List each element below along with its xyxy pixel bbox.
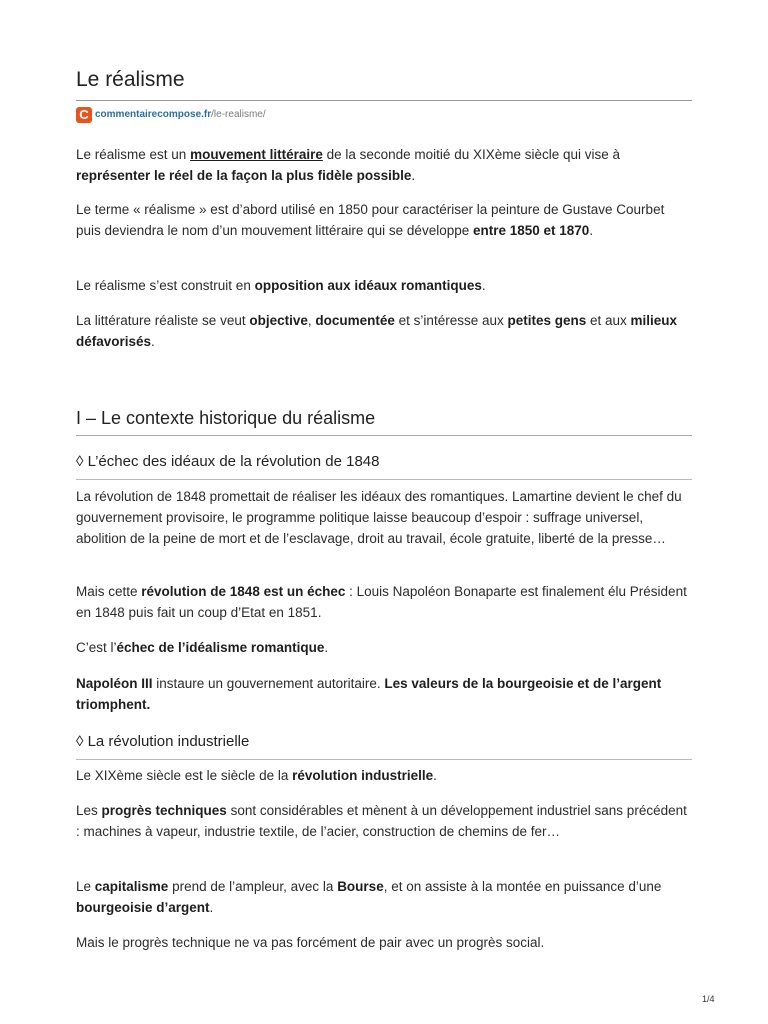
subsection-divider xyxy=(76,759,692,760)
source-domain-link[interactable]: commentairecompose.fr xyxy=(95,109,212,120)
paragraph-capitalisme: Le capitalisme prend de l’ampleur, avec la Bourse, et on assiste à la montée en puissance d’une bourgeoisie d’argent. xyxy=(76,879,662,915)
paragraph-napoleon: Napoléon III instaure un gouvernement autoritaire. Les valeurs de la bourgeoisie et de l’argent triomphent. xyxy=(76,676,662,712)
paragraph-progres-social: Mais le progrès technique ne va pas forcément de pair avec un progrès social. xyxy=(76,935,545,950)
source-line xyxy=(76,107,266,123)
subsection-heading-1848: ◊ L’échec des idéaux de la révolution de 1848 xyxy=(76,453,380,470)
link-mouvement-litteraire[interactable]: mouvement littéraire xyxy=(190,147,323,162)
intro-paragraph-2: Le terme « réalisme » est d’abord utilisé en 1850 pour caractériser la peinture de Gustave Courbet puis deviendra le nom d’un mouvement littéraire qui se développe entre 1850 et 1870. xyxy=(76,202,665,238)
intro-paragraph-3: Le réalisme s’est construit en opposition aux idéaux romantiques. xyxy=(76,278,486,293)
site-logo-icon: C xyxy=(76,107,92,123)
section-divider xyxy=(76,435,692,436)
paragraph-revolution-1848: La révolution de 1848 promettait de réaliser les idéaux des romantiques. Lamartine devient le chef du gouvernement provisoire, le programme politique laisse beaucoup d’espoir : suffrage universel, abolition de la peine de mort et de l’esclavage, droit au travail, école gratuite, liberté de la presse… xyxy=(76,489,682,546)
subsection-heading-industrielle: ◊ La révolution industrielle xyxy=(76,733,250,750)
section-heading: I – Le contexte historique du réalisme xyxy=(76,408,376,428)
page-title: Le réalisme xyxy=(76,68,185,91)
paragraph-echec: Mais cette révolution de 1848 est un échec : Louis Napoléon Bonaparte est finalement élu Président en 1848 puis fait un coup d’Etat en 1851. xyxy=(76,584,687,620)
source-path: /le-realisme/ xyxy=(211,109,266,120)
intro-paragraph-4: La littérature réaliste se veut objective, documentée et s’intéresse aux petites gens et aux milieux défavorisés. xyxy=(76,313,678,349)
page-number: 1/4 xyxy=(702,994,715,1004)
title-divider xyxy=(76,100,692,101)
subsection-divider xyxy=(76,479,692,480)
intro-paragraph-1: Le réalisme est un mouvement littéraire de la seconde moitié du XIXème siècle qui vise à représenter le réel de la façon la plus fidèle possible. xyxy=(76,147,621,183)
paragraph-idealisme: C’est l’échec de l’idéalisme romantique. xyxy=(76,640,329,655)
paragraph-siecle: Le XIXème siècle est le siècle de la révolution industrielle. xyxy=(76,768,437,783)
paragraph-progres: Les progrès techniques sont considérables et mènent à un développement industriel sans précédent : machines à vapeur, industrie textile, de l’acier, construction de chemins de fer… xyxy=(76,803,687,839)
